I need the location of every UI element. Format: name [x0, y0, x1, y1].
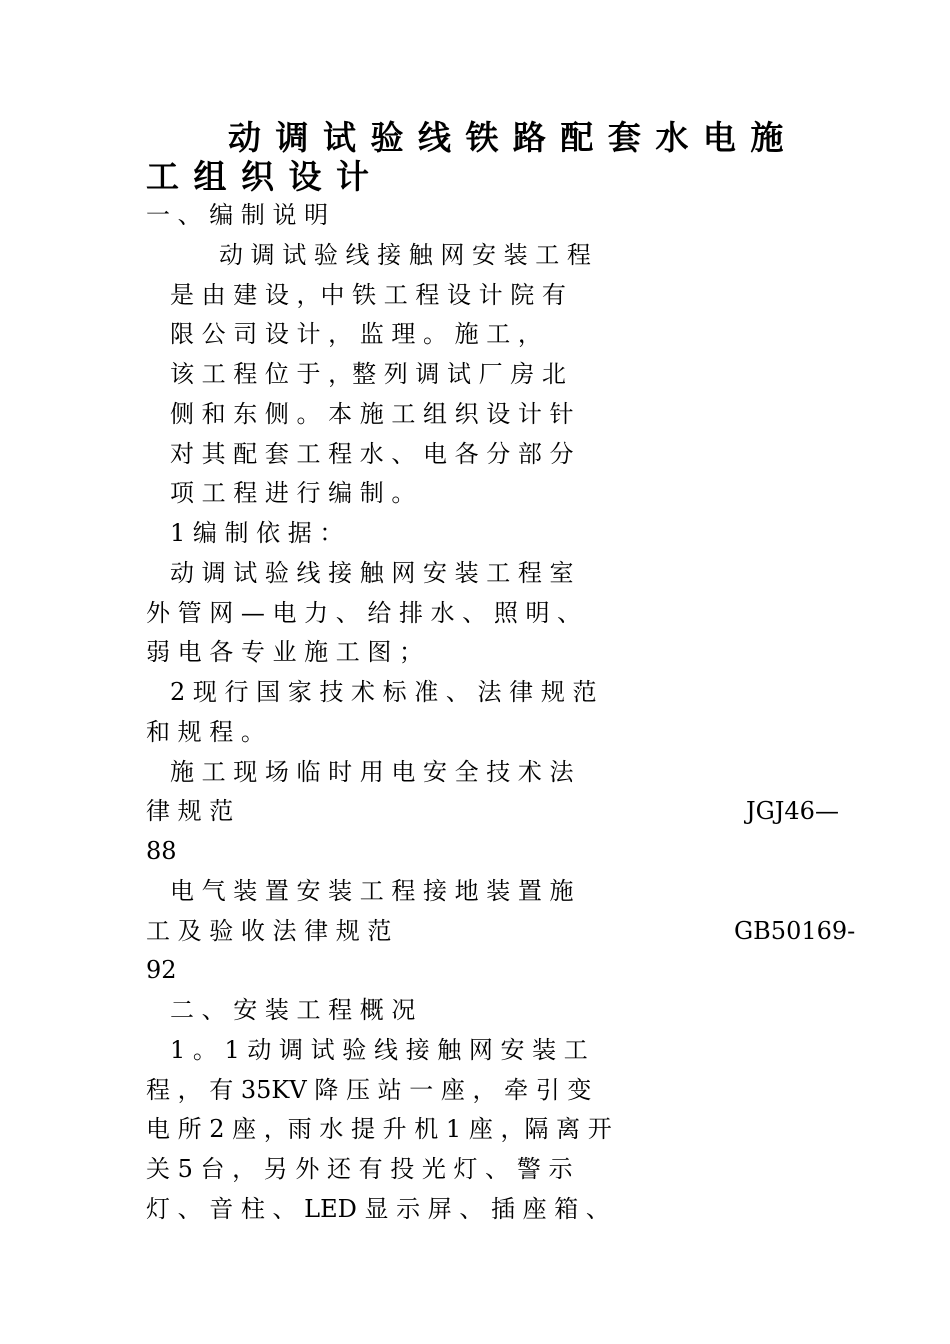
paragraph-line — [0, 317, 950, 351]
title-text-1: 动 调 试 验 线 铁 路 配 套 水 电 施 — [228, 118, 785, 157]
paragraph-line — [0, 556, 950, 590]
paragraph-line-text: 1 。 1 动 调 试 验 线 接 触 网 安 装 工 — [170, 1036, 588, 1064]
standard-name-text: 律 规 范 — [146, 797, 234, 825]
paragraph-line — [0, 635, 950, 669]
paragraph-line — [0, 1192, 950, 1226]
section-heading-2 — [0, 993, 950, 1027]
paragraph-line — [0, 357, 950, 391]
standard-line — [0, 794, 950, 828]
paragraph-line-text: 项 工 程 进 行 编 制 。 — [170, 479, 416, 507]
paragraph-line — [0, 1073, 950, 1107]
document-title-line-2 — [0, 157, 950, 197]
standard-year-text: 92 — [146, 956, 177, 984]
section-heading-2-text: 二 、 安 装 工 程 概 况 — [170, 996, 416, 1024]
paragraph-line — [0, 874, 950, 908]
standard-year-line — [0, 953, 950, 987]
paragraph-line-text: 电 所 2 座 ，雨 水 提 升 机 1 座 ，隔 离 开 — [146, 1115, 612, 1143]
paragraph-line — [0, 755, 950, 789]
paragraph-line — [0, 437, 950, 471]
standard-year-line — [0, 834, 950, 868]
paragraph-line-text: 动 调 试 验 线 接 触 网 安 装 工 程 室 — [170, 559, 574, 587]
paragraph-line — [0, 715, 950, 749]
paragraph-line-text: 电 气 装 置 安 装 工 程 接 地 装 置 施 — [170, 877, 574, 905]
paragraph-line-text: 程 ， 有 35KV 降 压 站 一 座 ， 牵 引 变 — [146, 1076, 592, 1104]
paragraph-line-text: 动 调 试 验 线 接 触 网 安 装 工 程 — [219, 241, 591, 269]
paragraph-line — [0, 1152, 950, 1186]
standard-code-text: GB50169- — [734, 917, 856, 945]
paragraph-line-text: 和 规 程 。 — [146, 718, 265, 746]
paragraph-line — [0, 1033, 950, 1067]
paragraph-line — [0, 278, 950, 312]
paragraph-line-text: 限 公 司 设 计 ， 监 理 。 施 工 ， — [170, 320, 542, 348]
subsection-heading-text: 1 编 制 依 据 ： — [170, 519, 344, 547]
paragraph-line-text: 外 管 网 — 电 力 、 给 排 水 、 照 明 、 — [146, 599, 582, 627]
paragraph-line — [0, 397, 950, 431]
paragraph-line-text: 对 其 配 套 工 程 水 、 电 各 分 部 分 — [170, 440, 574, 468]
standard-line — [0, 914, 950, 948]
subsection-heading — [0, 675, 950, 709]
standard-code-text: JGJ46— — [746, 797, 839, 825]
paragraph-line — [0, 1112, 950, 1146]
paragraph-line — [0, 476, 950, 510]
section-heading-1 — [0, 198, 950, 232]
standard-name-text: 工 及 验 收 法 律 规 范 — [146, 917, 392, 945]
paragraph-line-text: 该 工 程 位 于 ，整 列 调 试 厂 房 北 — [170, 360, 566, 388]
paragraph-line-text: 施 工 现 场 临 时 用 电 安 全 技 术 法 — [170, 758, 574, 786]
section-heading-1-text: 一 、 编 制 说 明 — [146, 201, 329, 229]
title-text-2: 工 组 织 设 计 — [146, 157, 371, 196]
standard-year-text: 88 — [146, 837, 177, 865]
subsection-heading-text: 2 现 行 国 家 技 术 标 准 、 法 律 规 范 — [170, 678, 597, 706]
paragraph-line-text: 灯 、 音 柱 、 LED 显 示 屏 、 插 座 箱 、 — [146, 1195, 610, 1223]
paragraph-line-text: 是 由 建 设 ，中 铁 工 程 设 计 院 有 — [170, 281, 566, 309]
document-title-line-1 — [0, 118, 950, 158]
paragraph-line-text: 侧 和 东 侧 。 本 施 工 组 织 设 计 针 — [170, 400, 574, 428]
paragraph-line-text: 关 5 台 ， 另 外 还 有 投 光 灯 、 警 示 — [146, 1155, 573, 1183]
paragraph-line — [0, 596, 950, 630]
paragraph-line — [0, 238, 950, 272]
subsection-heading — [0, 516, 950, 550]
paragraph-line-text: 弱 电 各 专 业 施 工 图 ； — [146, 638, 424, 666]
